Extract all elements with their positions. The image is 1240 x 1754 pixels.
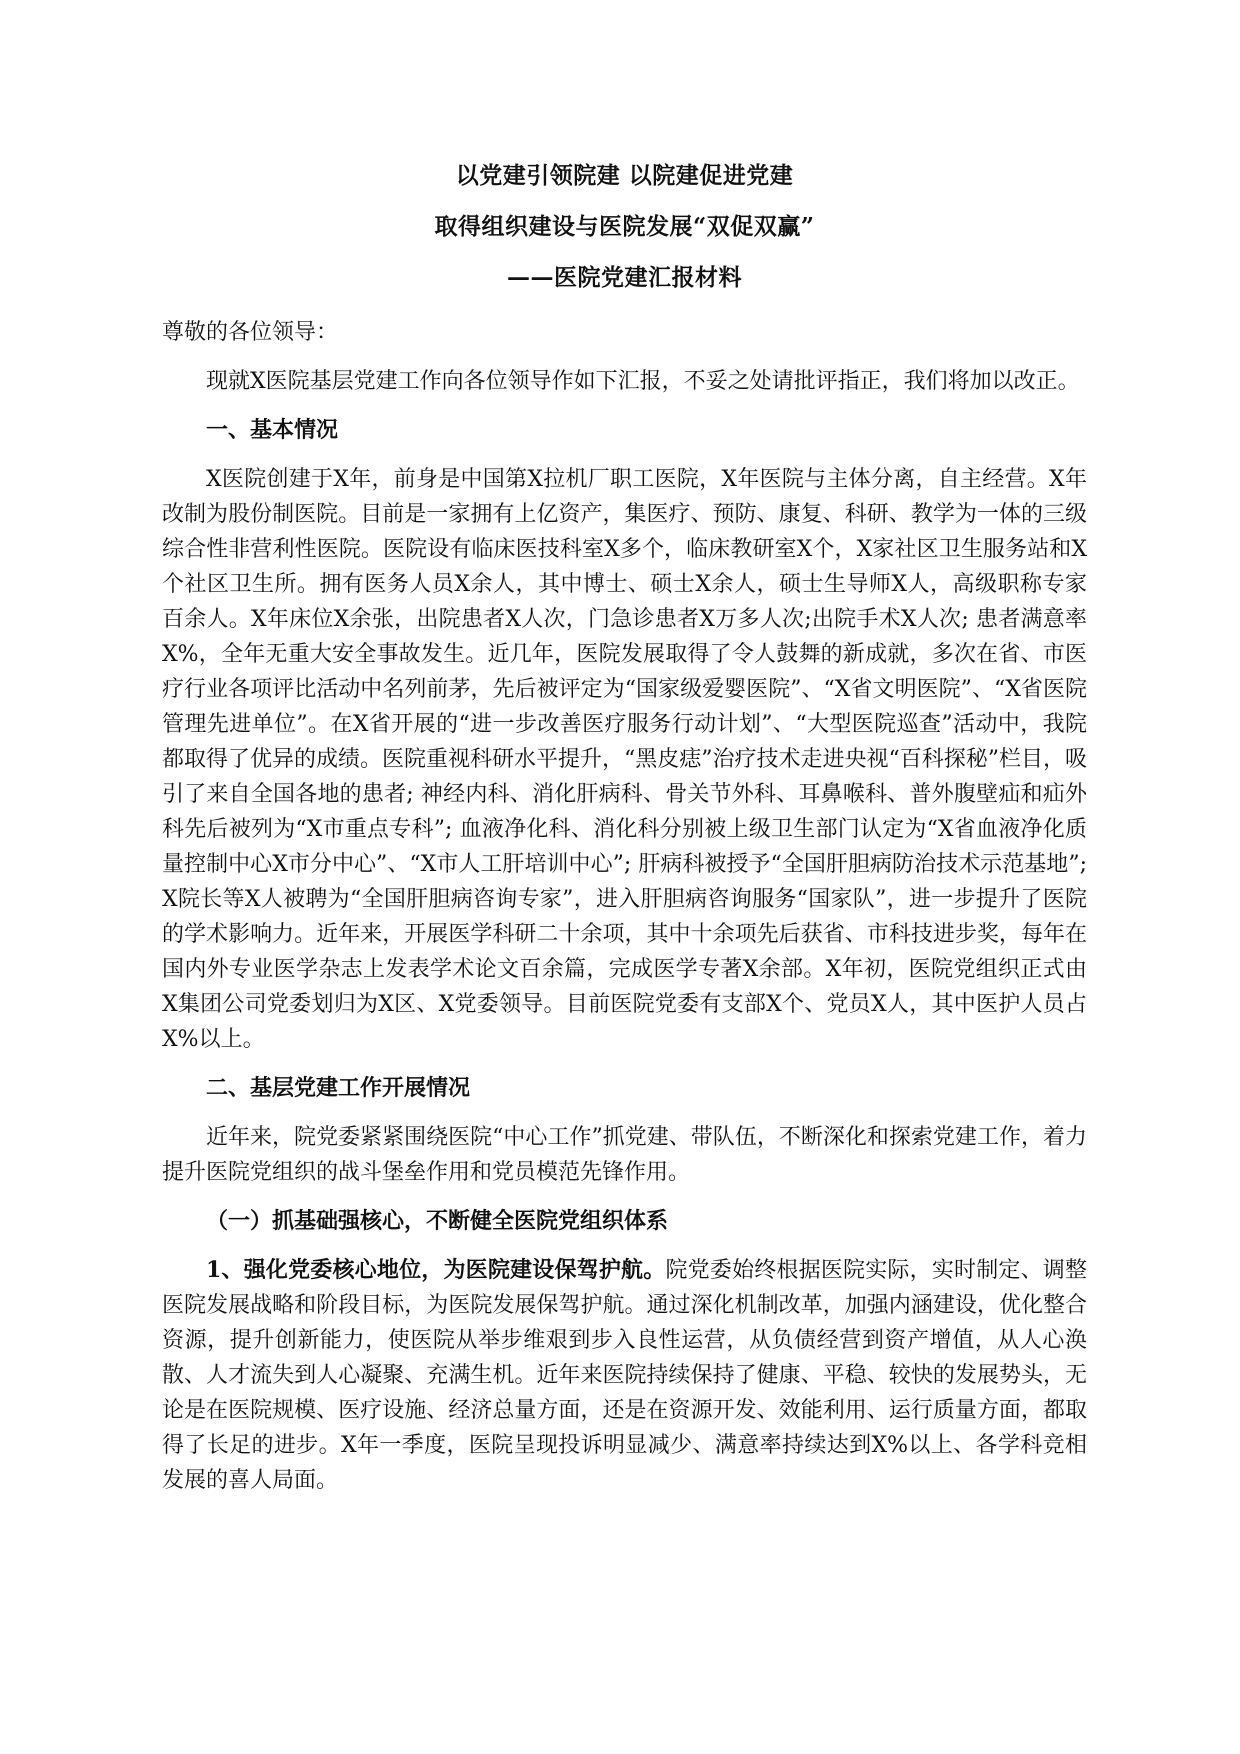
section-2-heading: 二、基层党建工作开展情况 bbox=[206, 1075, 471, 1101]
section-1-heading: 一、基本情况 bbox=[206, 417, 339, 443]
document-body bbox=[162, 160, 1087, 1512]
item-1-text: 院党委始终根据医院实际，实时制定、调整医院发展战略和阶段目标，为医院发展保驾护航。通过深化机制改革，加强内涵建设，优化整合资源，提升创新能力，使医院从举步维艰到步入良性运营，从负债经营到资产增值，从人心涣散、人才流失到人心凝聚、充满生机。近年来医院持续保持了健康、平稳、较快的发展势头，无论是在医院规模、医疗设施、经济总量方面，还是在资源开发、效能利用、运行质量方面，都取得了长足的进步。X年一季度，医院呈现投诉明显减少、满意率持续达到X%以上、各学科竞相发展的喜人局面。 bbox=[162, 1258, 1087, 1493]
item-1-paragraph bbox=[162, 1253, 1087, 1498]
subsection-1-heading: （一）抓基础强核心，不断健全医院党组织体系 bbox=[206, 1208, 669, 1234]
intro-paragraph: 现就X医院基层党建工作向各位领导作如下汇报，不妥之处请批评指正，我们将加以改正。 bbox=[206, 369, 1080, 394]
item-1-lead: 1、强化党委核心地位，为医院建设保驾护航。 bbox=[206, 1257, 666, 1283]
title-line-2: 取得组织建设与医院发展“双促双赢” bbox=[434, 213, 815, 240]
salutation: 尊敬的各位领导： bbox=[162, 320, 339, 345]
section-1-paragraph: X医院创建于X年，前身是中国第X拉机厂职工医院，X年医院与主体分离，自主经营。X年改制为股份制医院。目前是一家拥有上亿资产，集医疗、预防、康复、科研、教学为一体的三级综合性非营利性医院。医院设有临床医技科室X多个，临床教研室X个，X家社区卫生服务站和X个社区卫生所。拥有医务人员X余人，其中博士、硕士X余人，硕士生导师X人，高级职称专家百余人。X年床位X余张，出院患者X人次，门急诊患者X万多人次;出院手术X人次; 患者满意率X%，全年无重大安全事故发生。近几年，医院发展取得了令人鼓舞的新成就，多次在省、市医疗行业各项评比活动中名列前茅，先后被评定为“国家级爱婴医院”、“X省文明医院”、“X省医院管理先进单位”。在X省开展的“进一步改善医疗服务行动计划”、“大型医院巡查”活动中，我院都取得了优异的成绩。医院重视科研水平提升，“黑皮痣”治疗技术走进央视“百科探秘”栏目，吸引了来自全国各地的患者; 神经内科、消化肝病科、骨关节外科、耳鼻喉科、普外腹壁疝和疝外科先后被列为“X市重点专科”; 血液净化科、消化科分别被上级卫生部门认定为“X省血液净化质量控制中心X市分中心”、“X市人工肝培训中心”; 肝病科被授予“全国肝胆病防治技术示范基地”; X院长等X人被聘为“全国肝胆病咨询专家”，进入肝胆病咨询服务“国家队”，进一步提升了医院的学术影响力。近年来，开展医学科研二十余项，其中十余项先后获省、市科技进步奖，每年在国内外专业医学杂志上发表学术论文百余篇，完成医学专著X余部。X年初，医院党组织正式由X集团公司党委划归为X区、X党委领导。目前医院党委有支部X个、党员X人，其中医护人员占X%以上。 bbox=[162, 467, 1087, 1052]
section-2-paragraph: 近年来，院党委紧紧围绕医院“中心工作”抓党建、带队伍，不断深化和探索党建工作，着力提升医院党组织的战斗堡垒作用和党员模范先锋作用。 bbox=[162, 1125, 1087, 1185]
title-subtitle: ——医院党建汇报材料 bbox=[507, 264, 742, 291]
title-line-1: 以党建引领院建 以院建促进党建 bbox=[455, 162, 794, 189]
